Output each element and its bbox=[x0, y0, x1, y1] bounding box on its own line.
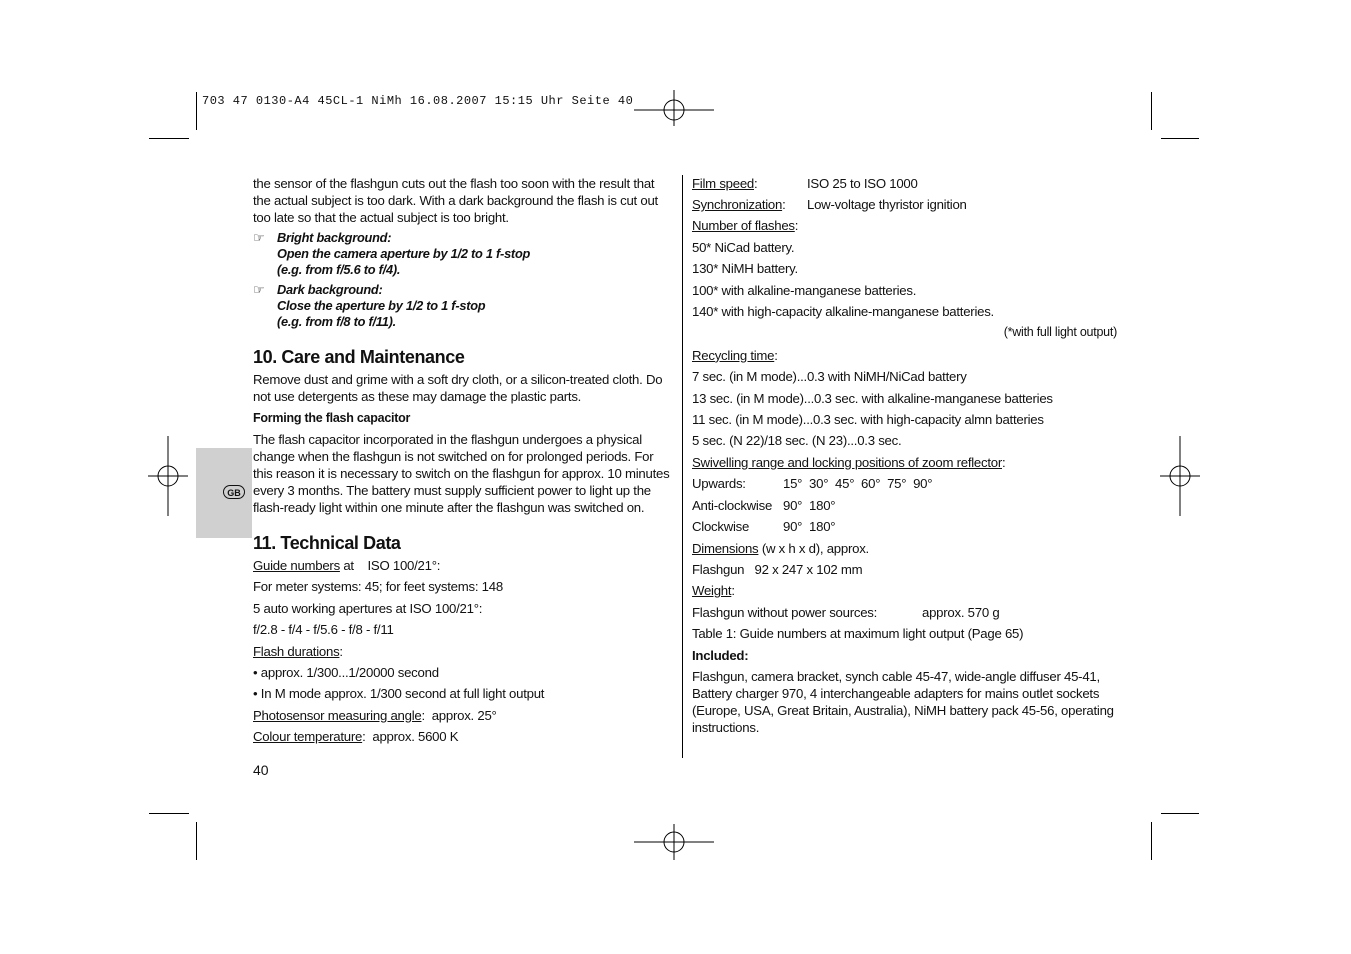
registration-mark-left bbox=[148, 436, 188, 516]
right-column bbox=[692, 175, 1117, 736]
swivel-row: Anti-clockwise 90° 180° bbox=[692, 497, 836, 513]
included-heading: Included: bbox=[692, 647, 749, 663]
flashes-footnote: (*with full light output) bbox=[1003, 325, 1117, 340]
care-heading: 10. Care and Maintenance bbox=[253, 347, 465, 367]
flashes-item: 130* NiMH battery. bbox=[692, 261, 798, 277]
number-of-flashes: Number of flashes: bbox=[692, 218, 799, 234]
intro-paragraph: the sensor of the flashgun cuts out the flash too soon with the result that the actual subject is too dark. With a dark background the flash is cut out too late so that the actual subject is too bright. bbox=[253, 176, 658, 225]
guide-numbers: Guide numbers at ISO 100/21°: bbox=[253, 558, 441, 573]
swivel-row: Clockwise 90° 180° bbox=[692, 519, 836, 535]
flashes-item: 100* with alkaline-manganese batteries. bbox=[692, 282, 917, 298]
pointing-hand-icon: ☞ bbox=[253, 230, 265, 245]
recycling-time: Recycling time: bbox=[692, 347, 778, 363]
flash-duration-item: • In M mode approx. 1/300 second at full light output bbox=[253, 686, 545, 702]
flash-durations: Flash durations: bbox=[253, 643, 343, 659]
flash-duration-item: • approx. 1/300...1/20000 second bbox=[253, 665, 439, 681]
print-slug: 703 47 0130-A4 45CL-1 NiMh 16.08.2007 15:15 Uhr Seite 40 bbox=[202, 94, 634, 108]
recycle-item: 13 sec. (in M mode)...0.3 sec. with alkaline-manganese batteries bbox=[692, 390, 1053, 406]
forming-paragraph: The flash capacitor incorporated in the flashgun undergoes a physical change when the flashgun is not switched on for prolonged periods. For this reason it is necessary to switch on the flashgun for approx. 10 minutes every 3 months. The battery must supply sufficient power to light up the flash-ready light within one minute after the flashgun was switched on. bbox=[253, 432, 670, 515]
note-title: Bright background: bbox=[277, 230, 392, 245]
swivelling-range: Swivelling range and locking positions of zoom reflector: bbox=[692, 454, 1006, 470]
registration-mark-right bbox=[1160, 436, 1200, 516]
flashes-item: 140* with high-capacity alkaline-manganese batteries. bbox=[692, 304, 994, 320]
photosensor-angle: Photosensor measuring angle: approx. 25° bbox=[253, 707, 497, 723]
included-paragraph: Flashgun, camera bracket, synch cable 45-47, wide-angle diffuser 45-41, Battery charger 970, 4 interchangeable adapters for mains outlet sockets (Europe, USA, Great Britain, Australia), NiMH battery pack 45-56, operating instructions. bbox=[692, 668, 1114, 735]
language-badge: GB bbox=[223, 485, 245, 499]
table-reference: Table 1: Guide numbers at maximum light output (Page 65) bbox=[692, 626, 1024, 642]
recycle-item: 5 sec. (N 22)/18 sec. (N 23)...0.3 sec. bbox=[692, 433, 902, 449]
left-column bbox=[253, 175, 671, 746]
note-line: Close the aperture by 1/2 to 1 f-stop bbox=[277, 298, 486, 313]
registration-mark-bottom bbox=[634, 822, 714, 862]
auto-apertures: 5 auto working apertures at ISO 100/21°: bbox=[253, 600, 483, 616]
colour-temperature: Colour temperature: approx. 5600 K bbox=[253, 729, 459, 745]
pointing-hand-icon: ☞ bbox=[253, 282, 265, 297]
page-number: 40 bbox=[253, 762, 269, 778]
note-title: Dark background: bbox=[277, 282, 383, 297]
forming-heading: Forming the flash capacitor bbox=[253, 411, 411, 425]
synchronization: Synchronization: Low-voltage thyristor ignition bbox=[692, 197, 967, 212]
note-line: Open the camera aperture by 1/2 to 1 f-stop bbox=[277, 246, 531, 261]
recycle-item: 11 sec. (in M mode)...0.3 sec. with high-capacity almn batteries bbox=[692, 412, 1044, 428]
film-speed: Film speed: ISO 25 to ISO 1000 bbox=[692, 176, 918, 191]
dimensions: Dimensions (w x h x d), approx. bbox=[692, 540, 869, 556]
weight: Weight: bbox=[692, 583, 735, 599]
note-bright-background bbox=[253, 230, 671, 278]
recycle-item: 7 sec. (in M mode)...0.3 with NiMH/NiCad battery bbox=[692, 369, 967, 385]
column-divider bbox=[682, 175, 683, 758]
aperture-list: f/2.8 - f/4 - f/5.6 - f/8 - f/11 bbox=[253, 622, 394, 638]
dimensions-value: Flashgun 92 x 247 x 102 mm bbox=[692, 561, 863, 577]
swivel-row: Upwards: 15° 30° 45° 60° 75° 90° bbox=[692, 476, 933, 492]
weight-row: Flashgun without power sources: approx. 570 g bbox=[692, 604, 1000, 620]
meter-feet: For meter systems: 45; for feet systems: 148 bbox=[253, 579, 503, 595]
note-line: (e.g. from f/5.6 to f/4). bbox=[277, 262, 401, 277]
registration-mark-top bbox=[634, 88, 714, 128]
flashes-item: 50* NiCad battery. bbox=[692, 239, 795, 255]
care-paragraph: Remove dust and grime with a soft dry cloth, or a silicon-treated cloth. Do not use detergents as these may damage the plastic parts. bbox=[253, 372, 663, 404]
note-line: (e.g. from f/8 to f/11). bbox=[277, 314, 396, 329]
tech-heading: 11. Technical Data bbox=[253, 533, 401, 553]
note-dark-background bbox=[253, 282, 671, 330]
